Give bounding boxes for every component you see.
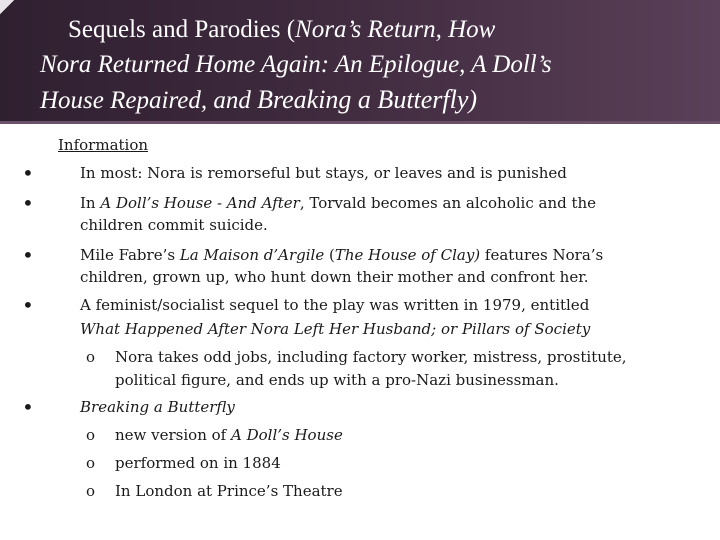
bullet-marker: • (22, 191, 34, 215)
sub-bullet-marker: o (86, 348, 96, 366)
bullet-5-text: Breaking a Butterfly (80, 398, 235, 416)
corner-decoration (0, 0, 14, 14)
sub-bullet-5-2: performed on in 1884 (115, 454, 281, 472)
sub-bullet-5-3: In London at Prince’s Theatre (115, 482, 343, 500)
bullet-2-line1: In A Doll’s House - And After, Torvald becomes an alcoholic and the (80, 194, 597, 212)
slide-title (40, 12, 700, 118)
title-line1-italic: Nora’s Return, How (295, 16, 496, 43)
sub-bullet-4-1-line2: political figure, and ends up with a pro-Nazi businessman. (115, 371, 559, 389)
bullet-3-line2: children, grown up, who hunt down their mother and confront her. (80, 268, 589, 286)
bullet-marker: • (22, 395, 34, 419)
bullet-4-line2: What Happened After Nora Left Her Husband; or Pillars of Society (80, 320, 591, 338)
bullet-2-line2: children commit suicide. (80, 216, 268, 234)
sub-bullet-marker: o (86, 482, 96, 500)
bullet-1-text: In most: Nora is remorseful but stays, or leaves and is punished (80, 164, 567, 182)
bullet-marker: • (22, 243, 34, 267)
bullet-marker: • (22, 293, 34, 317)
bullet-3-line1: Mile Fabre’s La Maison d’Argile (The House of Clay) features Nora’s (80, 246, 604, 264)
sub-bullet-5-1: new version of A Doll’s House (115, 426, 343, 444)
title-bar (0, 0, 720, 124)
sub-bullet-4-1-line1: Nora takes odd jobs, including factory worker, mistress, prostitute, (115, 348, 627, 366)
bullet-4-line1: A feminist/socialist sequel to the play was written in 1979, entitled (80, 296, 590, 314)
title-line1-plain: Sequels and Parodies ( (68, 16, 296, 43)
sub-bullet-marker: o (86, 426, 96, 444)
bullet-marker: • (22, 161, 34, 185)
section-heading: Information (58, 136, 149, 154)
sub-bullet-marker: o (86, 454, 96, 472)
title-line3-italic: House Repaired, and (40, 87, 258, 114)
title-line2: Nora Returned Home Again: An Epilogue, A Doll’s (40, 51, 552, 78)
title-line3-big: Breaking a Butterfly) (257, 85, 478, 114)
